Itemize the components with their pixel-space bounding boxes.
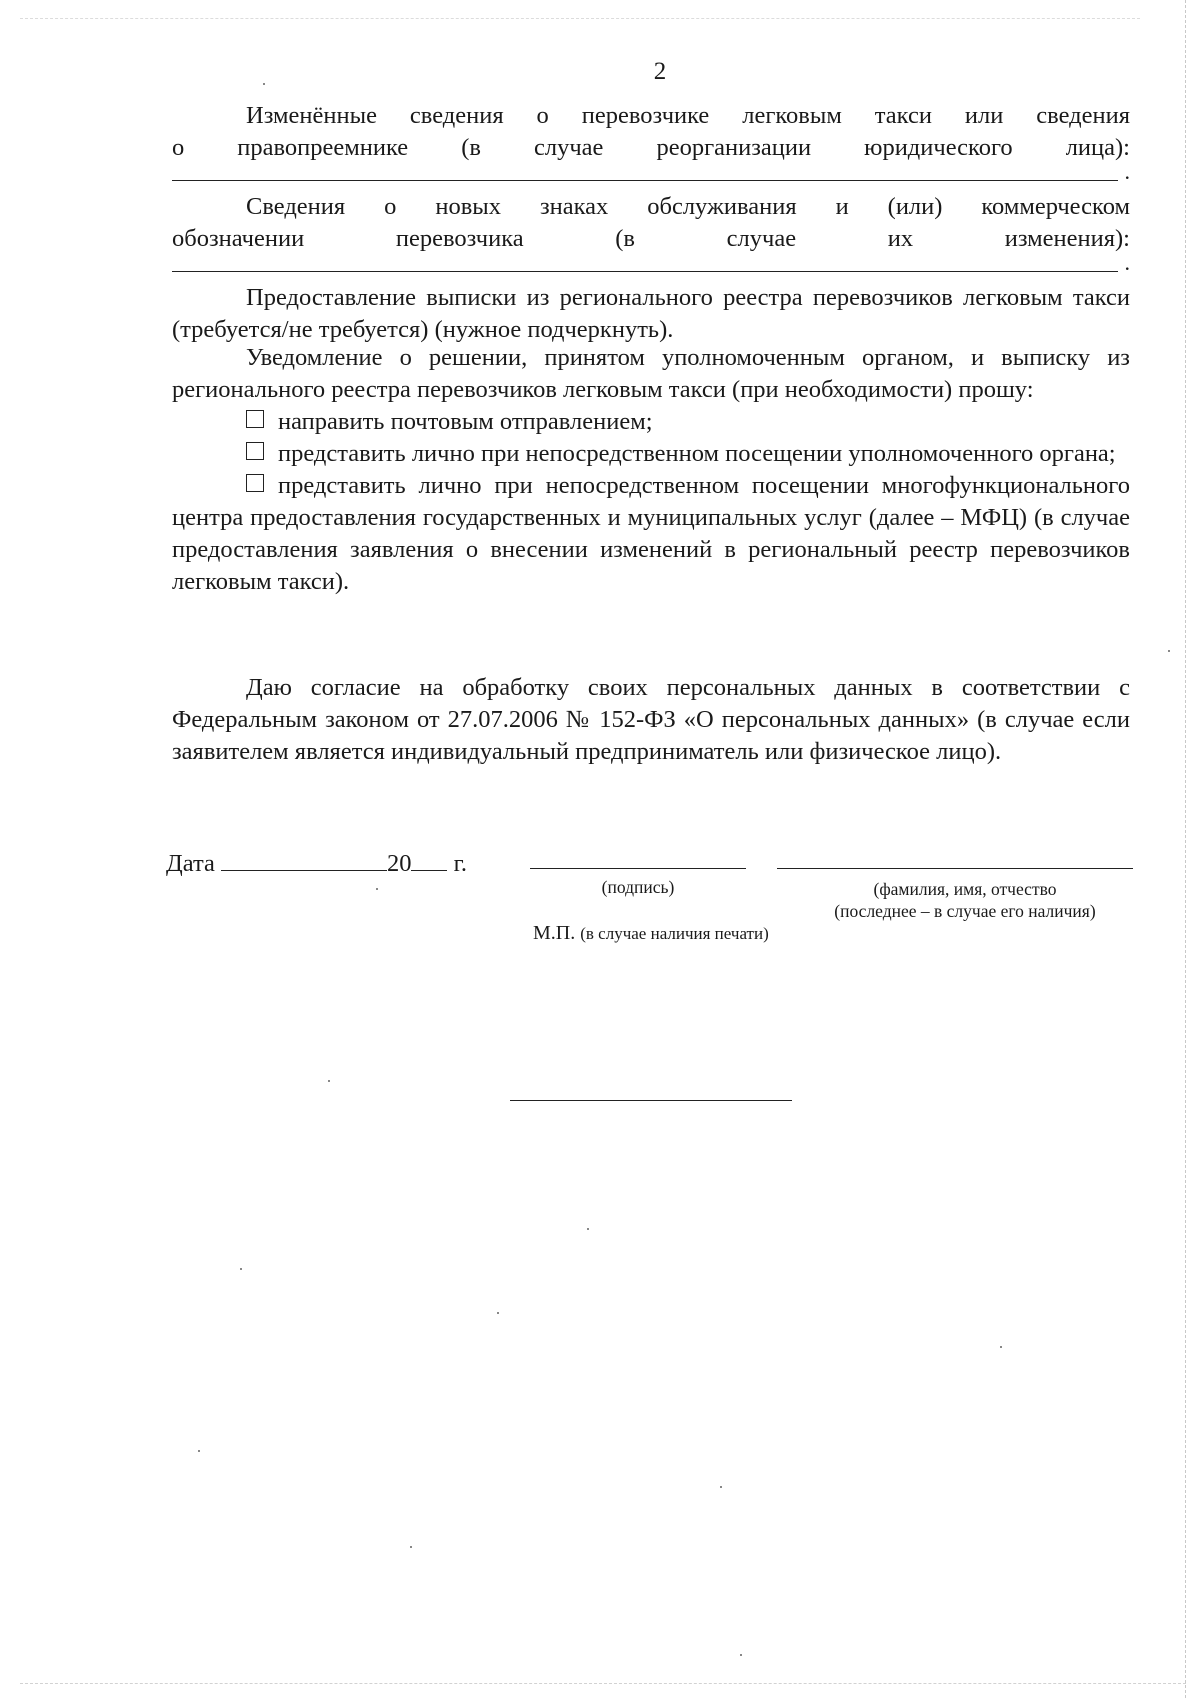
year-blank[interactable]	[411, 848, 447, 871]
year-suffix: г.	[453, 850, 468, 877]
scan-speck	[376, 888, 378, 890]
scan-speck	[328, 1080, 330, 1082]
checkbox-icon[interactable]	[246, 410, 264, 428]
trademarks-section	[172, 191, 1130, 272]
delivery-option-in-person-authority[interactable]	[172, 438, 1130, 470]
signature-caption: (подпись)	[601, 877, 675, 897]
full-name-line[interactable]	[777, 868, 1133, 869]
notification-section	[172, 342, 1130, 598]
extract-paragraph: Предоставление выписки из регионального реестра перевозчиков легковым такси (требуется/не требуется) (нужное подчеркнуть).	[172, 284, 1130, 343]
closing-divider	[510, 1100, 792, 1101]
year-prefix: 20	[386, 850, 412, 877]
page-number: 2	[653, 58, 667, 85]
stamp-label: М.П.	[533, 922, 576, 944]
changed-info-fill-line[interactable]	[172, 164, 1118, 181]
scan-edge-bottom	[20, 1683, 1186, 1684]
date-label: Дата	[166, 850, 215, 877]
delivery-option-label: направить почтовым отправлением;	[278, 408, 653, 435]
scan-edge-right	[1185, 0, 1186, 1698]
delivery-option-label: представить лично при непосредственном посещении многофункционального центра предоставления государственных и муниципальных услуг (далее – МФЦ) (в случае предоставления заявления о внесении изменений в региональный реестр перевозчиков легковым такси).	[172, 472, 1130, 595]
trademarks-fill-line[interactable]	[172, 255, 1118, 272]
full-name-caption	[790, 878, 1140, 922]
delivery-option-mail[interactable]	[172, 406, 1130, 438]
extract-section	[172, 282, 1130, 346]
scan-speck	[1000, 1346, 1002, 1348]
scan-edge-top	[20, 18, 1140, 19]
scan-speck	[240, 1268, 242, 1270]
date-blank[interactable]	[221, 848, 387, 871]
scan-speck	[263, 83, 265, 85]
scan-speck	[740, 1654, 742, 1656]
scan-speck	[1168, 650, 1170, 652]
scan-speck	[497, 1312, 499, 1314]
trademarks-line-2: обозначении перевозчика (в случае их изменения):	[172, 225, 1130, 252]
delivery-option-label: представить лично при непосредственном посещении уполномоченного органа;	[278, 440, 1116, 467]
full-name-caption-line-1: (фамилия, имя, отчество	[873, 879, 1057, 899]
consent-section	[172, 672, 1130, 768]
delivery-option-mfc[interactable]	[172, 470, 1130, 598]
stamp-note: (в случае наличия печати)	[580, 924, 769, 943]
signature-line[interactable]	[530, 868, 746, 869]
consent-paragraph: Даю согласие на обработку своих персональных данных в соответствии с Федеральным законом от 27.07.2006 № 152-ФЗ «О персональных данных» (в случае если заявителем является индивидуальный предприниматель или физическое лицо).	[172, 674, 1130, 765]
notification-paragraph: Уведомление о решении, принятом уполномоченным органом, и выписку из регионального реестра перевозчиков легковым такси (при необходимости) прошу:	[172, 344, 1130, 403]
checkbox-icon[interactable]	[246, 474, 264, 492]
full-name-caption-line-2: (последнее – в случае его наличия)	[834, 901, 1096, 921]
scan-speck	[198, 1450, 200, 1452]
scan-speck	[587, 1228, 589, 1230]
date-field	[166, 848, 467, 878]
stamp-place	[533, 922, 769, 945]
scan-speck	[720, 1486, 722, 1488]
changed-info-line-2: о правопреемнике (в случае реорганизации юридического лица):	[172, 134, 1130, 161]
changed-info-line-1: Изменённые сведения о перевозчике легковым такси или сведения	[246, 102, 1130, 129]
trademarks-line-1: Сведения о новых знаках обслуживания и (или) коммерческом	[246, 193, 1130, 220]
changed-info-section	[172, 100, 1130, 181]
checkbox-icon[interactable]	[246, 442, 264, 460]
scan-speck	[410, 1546, 412, 1548]
